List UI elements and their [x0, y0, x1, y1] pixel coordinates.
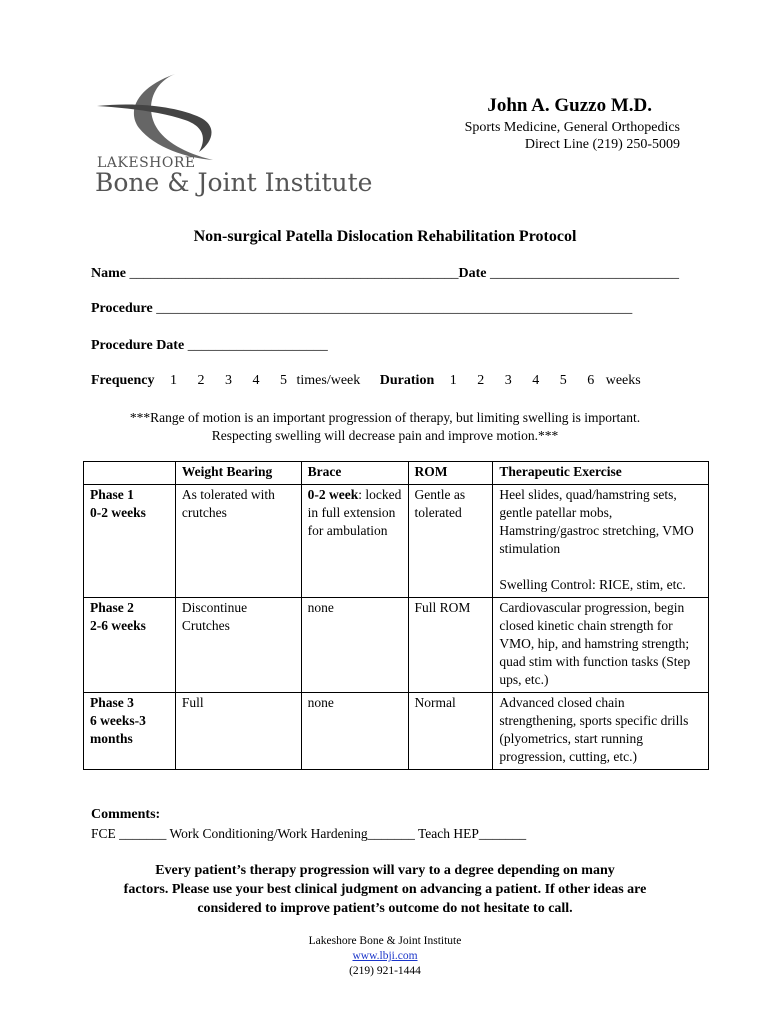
comments-label: Comments: — [91, 807, 161, 822]
table-row — [84, 693, 709, 770]
procedure-date-field[interactable]: ____________________ — [187, 338, 328, 353]
date-field[interactable]: ___________________________ — [490, 266, 679, 281]
doctor-specialty: Sports Medicine, General Orthopedics — [464, 120, 680, 135]
name-field[interactable]: _______________________________________________ — [129, 266, 459, 281]
closing-line-3: considered to improve patient’s outcome do not hesitate to call. — [197, 901, 573, 916]
range-of-motion-note — [0, 409, 770, 445]
logo-small-text: LAKESHORE — [97, 155, 196, 171]
exercise-extra: Swelling Control: RICE, stim, etc. — [499, 577, 686, 592]
rom-cell: Full ROM — [408, 598, 493, 693]
weight-bearing-cell: Discontinue Crutches — [175, 598, 301, 693]
weight-bearing-cell: As tolerated with crutches — [175, 485, 301, 598]
closing-line-2: factors. Please use your best clinical judgment on advancing a patient. If other ideas are — [123, 882, 647, 897]
table-row — [84, 598, 709, 693]
table-header: Therapeutic Exercise — [493, 462, 709, 485]
phase-period: 2-6 weeks — [90, 618, 146, 633]
doctor-direct-line: Direct Line (219) 250-5009 — [524, 137, 680, 152]
closing-line-1: Every patient’s therapy progression will vary to a degree depending on many — [155, 863, 615, 878]
duration-unit: weeks — [605, 373, 641, 388]
duration-option[interactable]: 5 — [559, 373, 567, 388]
phase-label: Phase 2 — [90, 600, 134, 615]
procedure-row — [91, 301, 632, 317]
brace-cell: none — [301, 693, 408, 770]
brace-text: : locked in full extension for ambulation — [307, 487, 402, 538]
duration-label: Duration — [379, 373, 435, 388]
duration-option[interactable]: 4 — [532, 373, 540, 388]
frequency-label: Frequency — [91, 373, 155, 388]
phase-label: Phase 1 — [90, 487, 134, 502]
table-row — [84, 485, 709, 598]
table-header — [84, 462, 176, 485]
doctor-name: John A. Guzzo M.D. — [487, 95, 652, 116]
duration-option[interactable]: 6 — [587, 373, 595, 388]
brace-bold: 0-2 week — [307, 487, 359, 502]
footer — [0, 934, 770, 979]
name-label: Name — [91, 266, 126, 281]
name-date-row — [91, 266, 679, 282]
duration-option[interactable]: 2 — [477, 373, 485, 388]
document-title: Non-surgical Patella Dislocation Rehabilitation Protocol — [193, 228, 577, 245]
phase-cell — [84, 598, 176, 693]
rom-cell: Gentle as tolerated — [408, 485, 493, 598]
frequency-option[interactable]: 3 — [225, 373, 233, 388]
frequency-unit: times/week — [296, 373, 361, 388]
phase-cell — [84, 693, 176, 770]
phase-cell — [84, 485, 176, 598]
brace-cell — [301, 485, 408, 598]
procedure-date-row — [91, 338, 328, 354]
protocol-table — [83, 461, 709, 770]
weight-bearing-cell: Full — [175, 693, 301, 770]
frequency-option[interactable]: 1 — [170, 373, 178, 388]
note-line-1: ***Range of motion is an important progression of therapy, but limiting swelling is important. — [129, 410, 641, 425]
table-header-row — [84, 462, 709, 485]
procedure-date-label: Procedure Date — [91, 338, 185, 353]
comments-line[interactable]: FCE _______ Work Conditioning/Work Hardening_______ Teach HEP_______ — [91, 826, 527, 841]
rom-cell: Normal — [408, 693, 493, 770]
date-label: Date — [458, 266, 487, 281]
phase-period: 0-2 weeks — [90, 505, 146, 520]
table-header: Weight Bearing — [175, 462, 301, 485]
procedure-label: Procedure — [91, 301, 153, 316]
frequency-option[interactable]: 4 — [252, 373, 260, 388]
duration-option[interactable]: 1 — [449, 373, 457, 388]
frequency-option[interactable]: 5 — [280, 373, 288, 388]
lakeshore-swoosh-logo-icon — [95, 72, 225, 164]
brace-cell: none — [301, 598, 408, 693]
exercise-text: Heel slides, quad/hamstring sets, gentle patellar mobs, Hamstring/gastroc stretching, VMO stimulation — [499, 487, 694, 556]
website-link[interactable]: www.lbji.com — [352, 950, 418, 962]
note-line-2: Respecting swelling will decrease pain and improve motion.*** — [211, 428, 559, 443]
closing-statement — [0, 861, 770, 918]
exercise-cell: Cardiovascular progression, begin closed kinetic chain strength for VMO, hip, and hamstring strength; quad stim with function tasks (Step ups, etc.) — [493, 598, 709, 693]
exercise-cell: Advanced closed chain strengthening, sports specific drills (plyometrics, start running progression, cutting, etc.) — [493, 693, 709, 770]
table-header: ROM — [408, 462, 493, 485]
frequency-option[interactable]: 2 — [197, 373, 205, 388]
logo-big-text: Bone & Joint Institute — [95, 168, 373, 197]
exercise-cell — [493, 485, 709, 598]
duration-option[interactable]: 3 — [504, 373, 512, 388]
frequency-row — [91, 373, 641, 389]
phase-period: 6 weeks-3 months — [90, 713, 146, 746]
procedure-field[interactable]: ____________________________________________________________________ — [156, 301, 633, 316]
phase-label: Phase 3 — [90, 695, 134, 710]
footer-phone: (219) 921-1444 — [349, 965, 421, 977]
table-header: Brace — [301, 462, 408, 485]
footer-org: Lakeshore Bone & Joint Institute — [308, 935, 462, 947]
